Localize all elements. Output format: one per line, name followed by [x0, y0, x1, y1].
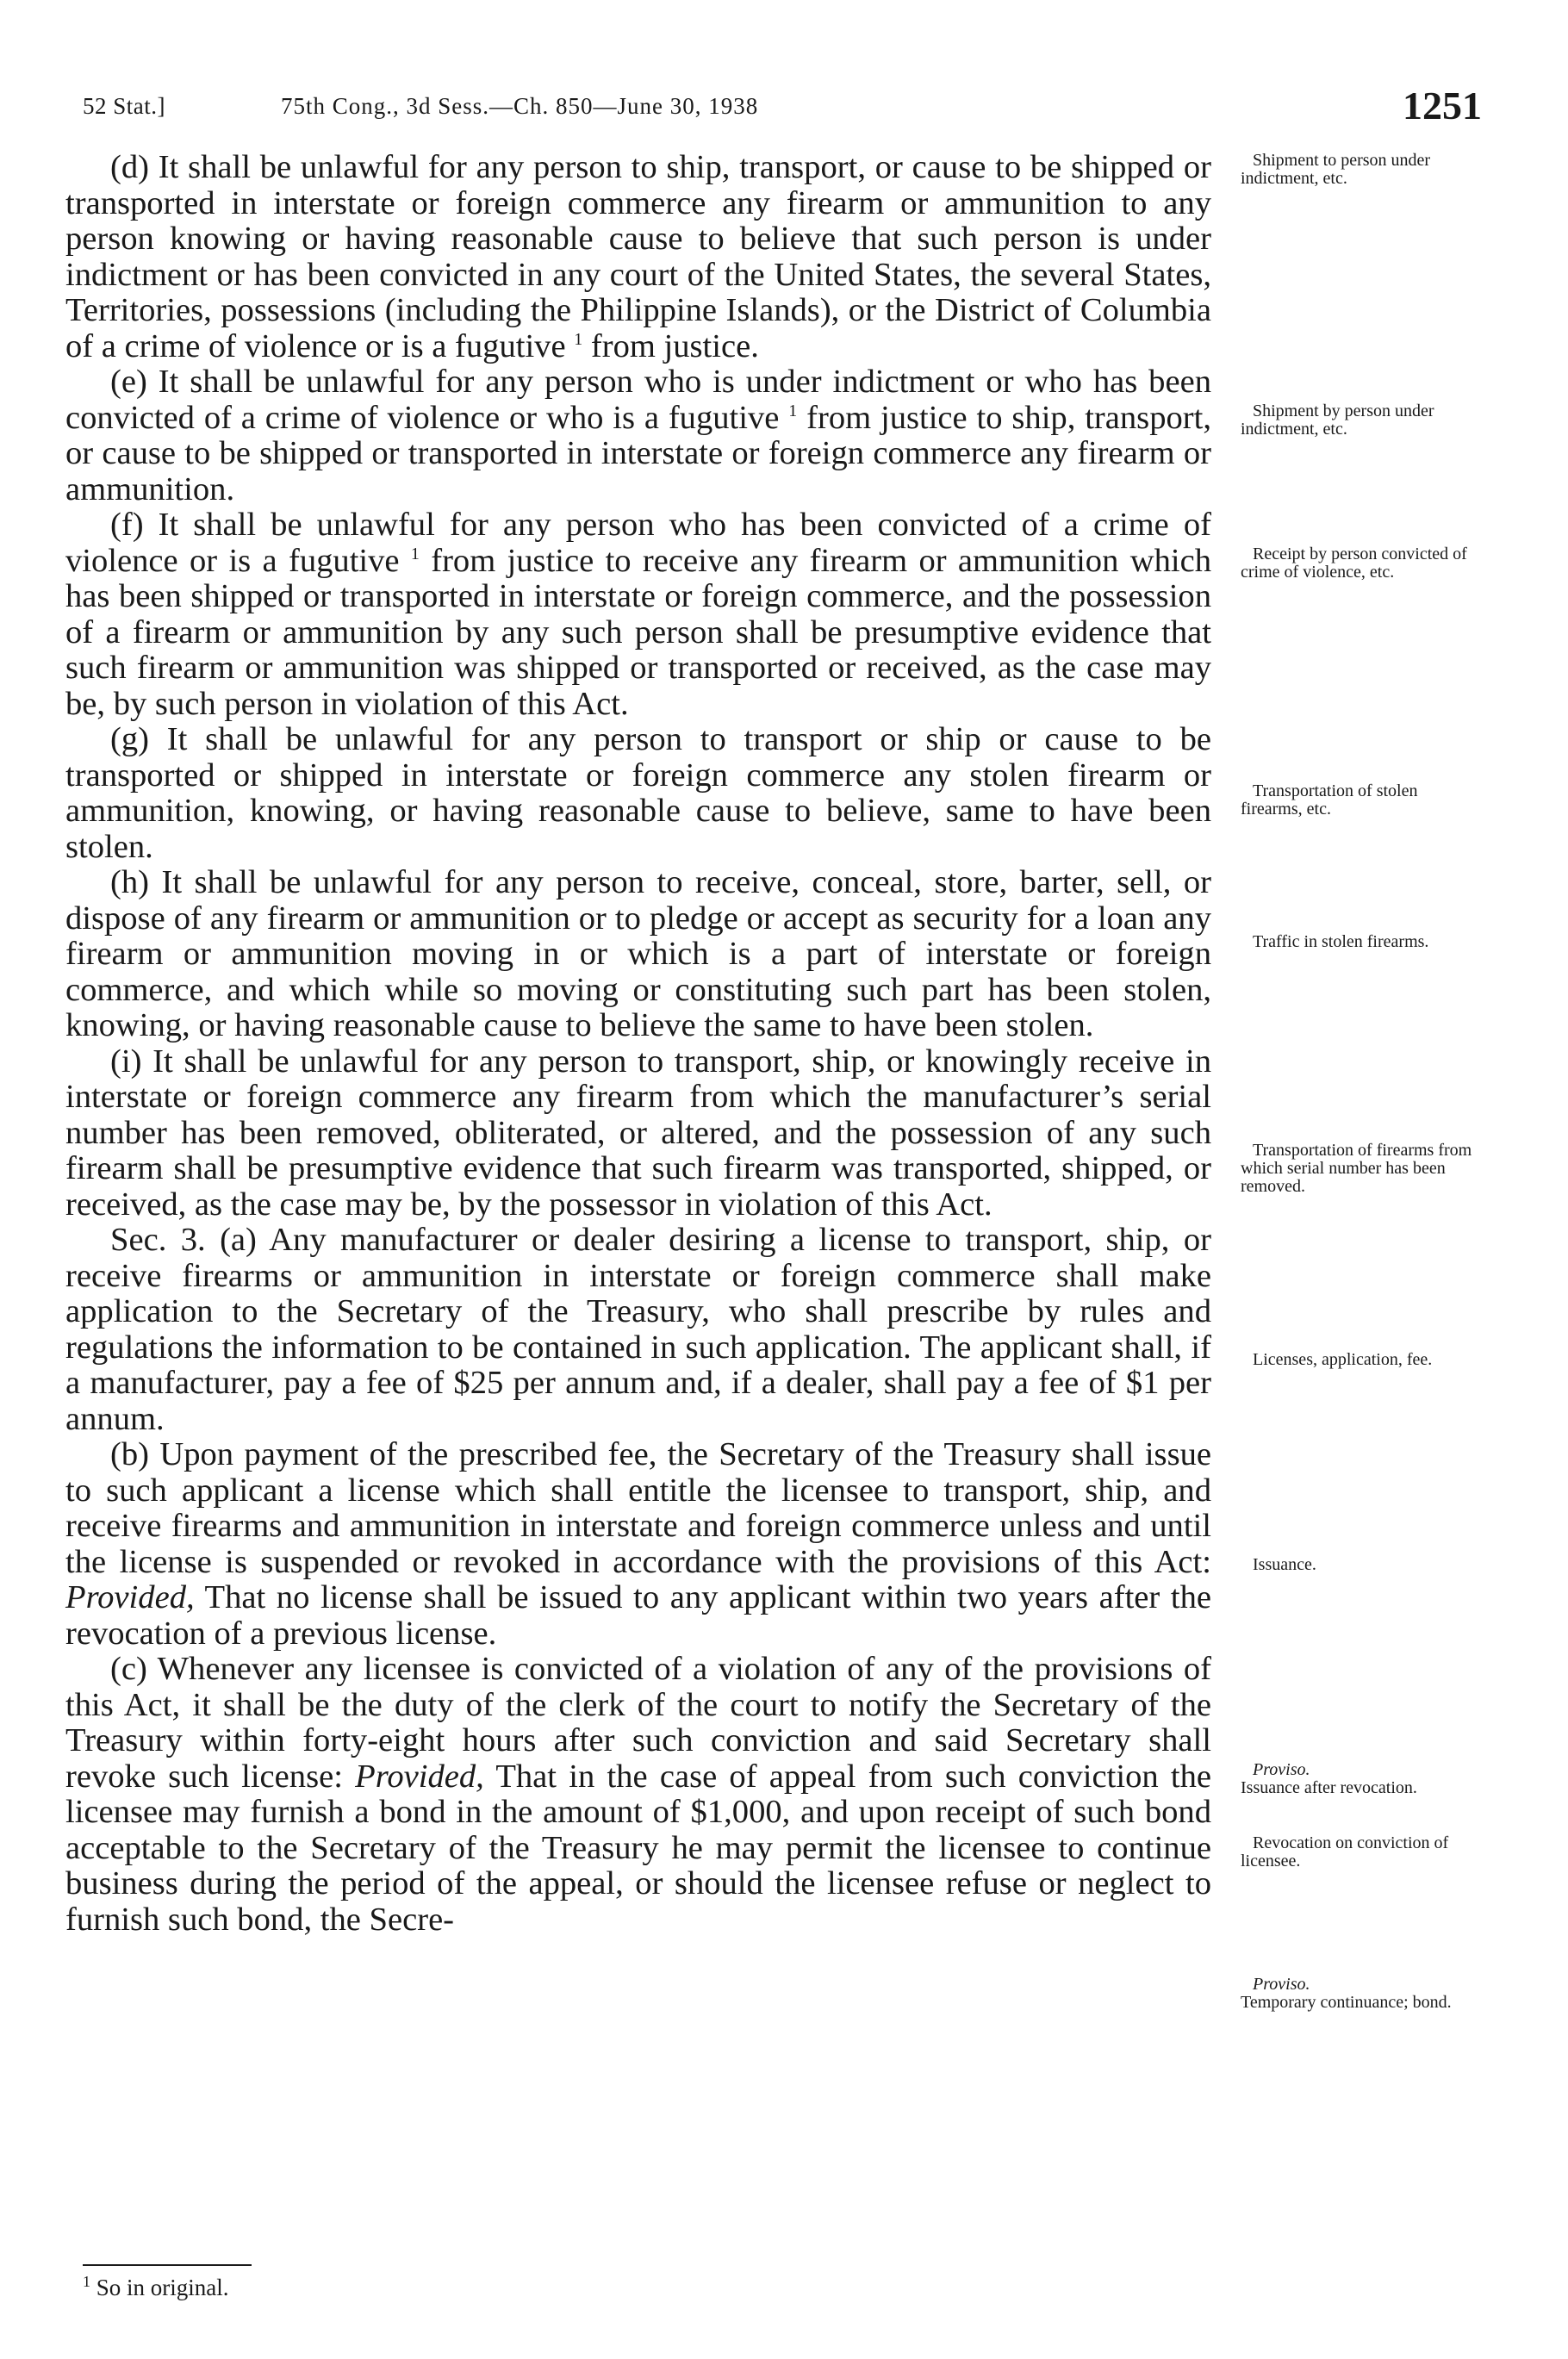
footnote-rule	[83, 2264, 252, 2266]
paragraph-d	[65, 150, 1211, 364]
proviso-word: Provided,	[355, 1758, 484, 1795]
paragraph-text: That in the case of appeal from such conviction the licensee may furnish a bond in the amount of $1,000, and upon receipt of such bond acceptable to the Secretary of the Treasury he may permit the licensee to continue business during the period of the appeal, or should the licensee refuse or neglect to furnish such bond, the Secre-	[65, 1758, 1211, 1938]
paragraph-e	[65, 364, 1211, 507]
paragraph-text: from justice.	[590, 327, 759, 364]
paragraph-text: (f) It shall be unlawful for any person who has been convicted of a crime of violence or is a fugutive	[65, 507, 1211, 579]
margin-note: Revocation on conviction of licensee.	[1241, 1833, 1449, 1870]
margin-note: Shipment by person under indictment, etc.	[1241, 401, 1434, 439]
paragraph-g	[65, 722, 1211, 865]
footnote-text: So in original.	[96, 2275, 229, 2300]
statute-body	[65, 150, 1211, 1938]
margin-note: Licenses, application, fee.	[1253, 1350, 1433, 1369]
footnote-ref: 1	[788, 401, 798, 420]
proviso-label: Proviso.	[1253, 1975, 1310, 1994]
margin-note: Proviso. Temporary continuance; bond.	[1241, 1975, 1452, 2012]
proviso-word: Provided,	[65, 1579, 195, 1615]
paragraph-text: (h) It shall be unlawful for any person to receive, conceal, store, barter, sell, or dispose of any firearm or ammunition or to pledge or accept as security for a loan any firearm or ammunition moving in or which is a part of interstate or foreign commerce, and which while so moving or constituting such part has been stolen, knowing, or having reasonable cause to believe the same to have been stolen.	[65, 864, 1211, 1043]
session-chapter-date: 75th Cong., 3d Sess.—Ch. 850—June 30, 1938	[281, 93, 759, 119]
margin-note: Transportation of firearms from which serial number has been removed.	[1241, 1141, 1472, 1196]
paragraph-text: That no license shall be issued to any applicant within two years after the revocation of a previous license.	[65, 1579, 1211, 1652]
paragraph-text: (d) It shall be unlawful for any person to ship, transport, or cause to be shipped or transported in interstate or foreign commerce any firearm or ammunition to any person knowing or having reasonable cause to believe that such person is under indictment or has been convicted in any court of the United States, the several States, Territories, possessions (including the Philippine Islands), or the District of Columbia of a crime of violence or is a fugutive	[65, 149, 1211, 364]
paragraph-text: from justice to ship, transport, or cause to be shipped or transported in interstate or foreign commerce any firearm or ammunition.	[65, 399, 1211, 507]
margin-note: Shipment to person under indictment, etc.	[1241, 151, 1431, 188]
paragraph-text: Sec. 3. (a) Any manufacturer or dealer desiring a license to transport, ship, or receive firearms or ammunition in interstate or foreign commerce shall make application to the Secretary of the Treasury, who shall prescribe by rules and regulations the information to be contained in such application. The applicant shall, if a manufacturer, pay a fee of $25 per annum and, if a dealer, shall pay a fee of $1 per annum.	[65, 1222, 1211, 1437]
statute-volume: 52 Stat.]	[83, 93, 165, 119]
margin-note: Proviso. Issuance after revocation.	[1241, 1760, 1417, 1797]
section-3b	[65, 1437, 1211, 1652]
margin-note: Issuance.	[1253, 1555, 1316, 1574]
footnote-ref: 1	[574, 329, 583, 349]
paragraph-text: (i) It shall be unlawful for any person to transport, ship, or knowingly receive in interstate or foreign commerce any firearm from which the manufacturer’s serial number has been removed, obliterated, or altered, and the possession of any such firearm shall be presumptive evidence that such firearm was transported, shipped, or received, as the case may be, by the possessor in violation of this Act.	[65, 1043, 1211, 1223]
section-3a	[65, 1223, 1211, 1437]
paragraph-f	[65, 507, 1211, 722]
running-header	[83, 83, 1482, 134]
paragraph-text: (g) It shall be unlawful for any person to transport or ship or cause to be transported or shipped in interstate or foreign commerce any stolen firearm or ammunition, knowing, or having reasonable cause to believe, same to have been stolen.	[65, 721, 1211, 865]
margin-note: Traffic in stolen firearms.	[1253, 932, 1429, 951]
proviso-label: Proviso.	[1253, 1760, 1310, 1779]
margin-note: Receipt by person convicted of crime of violence, etc.	[1241, 545, 1467, 582]
footnote-ref: 1	[410, 544, 420, 563]
paragraph-text: (c) Whenever any licensee is convicted of a violation of any of the provisions of this Act, it shall be the duty of the clerk of the court to notify the Secretary of the Treasury within forty-eight hours after such conviction and said Secretary shall revoke such license:	[65, 1651, 1211, 1795]
footnote-marker: 1	[83, 2273, 90, 2290]
paragraph-h	[65, 865, 1211, 1044]
page-number: 1251	[1403, 84, 1482, 128]
paragraph-text: (b) Upon payment of the prescribed fee, the Secretary of the Treasury shall issue to such applicant a license which shall entitle the licensee to transport, ship, and receive firearms and ammunition in interstate and foreign commerce unless and until the license is suspended or revoked in accordance with the provisions of this Act:	[65, 1436, 1211, 1580]
footnote	[83, 2275, 229, 2301]
paragraph-text: from justice to receive any firearm or ammunition which has been shipped or transported in interstate or foreign commerce, and the possession of a firearm or ammunition by any such person shall be presumptive evidence that such firearm or ammunition was shipped or transported or received, as the case may be, by such person in violation of this Act.	[65, 542, 1211, 722]
margin-note: Transportation of stolen firearms, etc.	[1241, 781, 1418, 818]
paragraph-i	[65, 1044, 1211, 1223]
paragraph-text: (e) It shall be unlawful for any person who is under indictment or who has been convicted of a crime of violence or who is a fugutive	[65, 364, 1211, 436]
section-3c	[65, 1652, 1211, 1938]
